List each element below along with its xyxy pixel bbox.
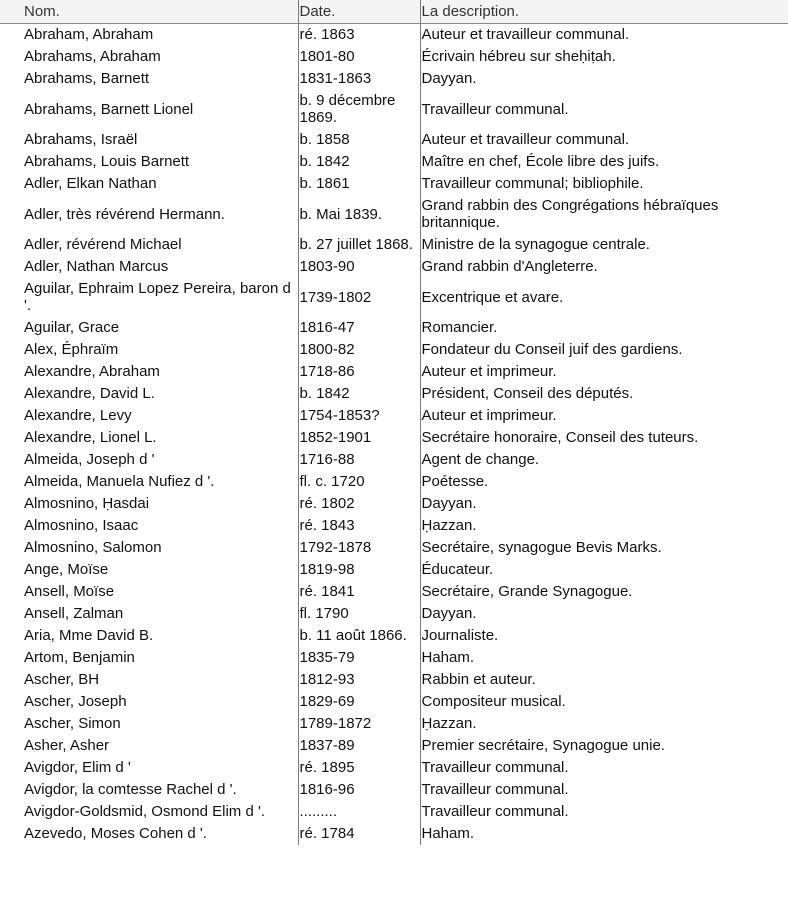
table-row xyxy=(0,173,788,195)
date-cell: 1789-1872 xyxy=(298,713,420,735)
date-cell: ré. 1863 xyxy=(298,24,420,47)
table-row xyxy=(0,537,788,559)
date-cell: b. 1858 xyxy=(298,129,420,151)
name-cell: Alex, Éphraïm xyxy=(24,341,119,358)
date-cell: b. 27 juillet 1868. xyxy=(298,234,420,256)
table-row xyxy=(0,647,788,669)
date-cell: b. 1842 xyxy=(298,151,420,173)
column-header-name: Nom. xyxy=(0,0,298,24)
table-row xyxy=(0,68,788,90)
description-cell: Dayyan. xyxy=(420,603,788,625)
name-cell: Adler, Nathan Marcus xyxy=(24,258,169,275)
name-cell: Adler, très révérend Hermann. xyxy=(24,205,225,223)
date-cell: ré. 1802 xyxy=(298,493,420,515)
description-cell: Ḥazzan. xyxy=(420,515,788,537)
column-header-date: Date. xyxy=(298,0,420,24)
description-cell: Travailleur communal. xyxy=(420,90,788,129)
description-cell: Grand rabbin d'Angleterre. xyxy=(420,256,788,278)
date-cell: 1739-1802 xyxy=(298,278,420,317)
description-cell: Auteur et travailleur communal. xyxy=(420,24,788,47)
description-cell: Secrétaire, synagogue Bevis Marks. xyxy=(420,537,788,559)
table-row xyxy=(0,129,788,151)
table-header xyxy=(0,0,788,24)
table-row xyxy=(0,361,788,383)
description-cell: Secrétaire, Grande Synagogue. xyxy=(420,581,788,603)
description-cell: Romancier. xyxy=(420,317,788,339)
name-cell: Adler, Elkan Nathan xyxy=(24,175,157,192)
table-row xyxy=(0,559,788,581)
name-cell: Almeida, Joseph d ' xyxy=(24,451,155,468)
description-cell: Excentrique et avare. xyxy=(420,278,788,317)
name-cell: Almosnino, Ḥasdai xyxy=(24,495,150,512)
date-cell: fl. c. 1720 xyxy=(298,471,420,493)
table-row xyxy=(0,669,788,691)
name-cell: Artom, Benjamin xyxy=(24,649,135,666)
name-cell: Avigdor-Goldsmid, Osmond Elim d '. xyxy=(24,803,266,820)
table-row xyxy=(0,90,788,129)
date-cell: 1792-1878 xyxy=(298,537,420,559)
name-cell: Avigdor, Elim d ' xyxy=(24,759,131,776)
name-cell: Avigdor, la comtesse Rachel d '. xyxy=(24,781,237,798)
description-cell: Écrivain hébreu sur sheḥiṭah. xyxy=(420,46,788,68)
date-cell: ré. 1841 xyxy=(298,581,420,603)
name-cell: Alexandre, Levy xyxy=(24,407,132,424)
date-cell: 1837-89 xyxy=(298,735,420,757)
table-row xyxy=(0,278,788,317)
description-cell: Auteur et imprimeur. xyxy=(420,405,788,427)
description-cell: Haham. xyxy=(420,823,788,845)
name-cell: Aria, Mme David B. xyxy=(24,627,154,644)
table-row xyxy=(0,256,788,278)
table-row xyxy=(0,603,788,625)
name-cell: Azevedo, Moses Cohen d '. xyxy=(24,825,207,842)
date-cell: 1800-82 xyxy=(298,339,420,361)
date-cell: 1852-1901 xyxy=(298,427,420,449)
name-cell: Abrahams, Barnett xyxy=(24,70,150,87)
name-cell: Almosnino, Salomon xyxy=(24,539,162,556)
name-cell: Abrahams, Barnett Lionel xyxy=(24,100,194,118)
table-row xyxy=(0,493,788,515)
description-cell: Secrétaire honoraire, Conseil des tuteurs. xyxy=(420,427,788,449)
description-cell: Premier secrétaire, Synagogue unie. xyxy=(420,735,788,757)
header-row xyxy=(0,0,788,24)
name-cell: Ascher, BH xyxy=(24,671,100,688)
name-cell: Ansell, Moïse xyxy=(24,583,115,600)
description-cell: Ḥazzan. xyxy=(420,713,788,735)
date-cell: b. Mai 1839. xyxy=(298,195,420,234)
name-cell: Almosnino, Isaac xyxy=(24,517,139,534)
description-cell: Poétesse. xyxy=(420,471,788,493)
name-cell: Almeida, Manuela Nufiez d '. xyxy=(24,473,215,490)
description-cell: Auteur et travailleur communal. xyxy=(420,129,788,151)
name-cell: Adler, révérend Michael xyxy=(24,236,182,253)
date-cell: b. 1861 xyxy=(298,173,420,195)
table-row xyxy=(0,515,788,537)
date-cell: 1754-1853? xyxy=(298,405,420,427)
table-row xyxy=(0,24,788,47)
description-cell: Travailleur communal. xyxy=(420,801,788,823)
table-row xyxy=(0,317,788,339)
table-row xyxy=(0,151,788,173)
table-row xyxy=(0,234,788,256)
table-row xyxy=(0,471,788,493)
table-row xyxy=(0,383,788,405)
table-row xyxy=(0,339,788,361)
date-cell: fl. 1790 xyxy=(298,603,420,625)
table-row xyxy=(0,823,788,845)
date-cell: ré. 1843 xyxy=(298,515,420,537)
table-row xyxy=(0,195,788,234)
table-row xyxy=(0,691,788,713)
date-cell: b. 9 décembre 1869. xyxy=(298,90,420,129)
description-cell: Auteur et imprimeur. xyxy=(420,361,788,383)
name-cell: Ascher, Simon xyxy=(24,715,121,732)
description-cell: Fondateur du Conseil juif des gardiens. xyxy=(420,339,788,361)
description-cell: Dayyan. xyxy=(420,493,788,515)
table-row xyxy=(0,46,788,68)
table-row xyxy=(0,801,788,823)
date-cell: b. 11 août 1866. xyxy=(298,625,420,647)
date-cell: ré. 1784 xyxy=(298,823,420,845)
date-cell: 1803-90 xyxy=(298,256,420,278)
name-cell: Abrahams, Abraham xyxy=(24,48,161,65)
table-row xyxy=(0,713,788,735)
name-cell: Abrahams, Louis Barnett xyxy=(24,153,190,170)
description-cell: Maître en chef, École libre des juifs. xyxy=(420,151,788,173)
table-body xyxy=(0,24,788,846)
date-cell: 1835-79 xyxy=(298,647,420,669)
description-cell: Travailleur communal. xyxy=(420,779,788,801)
table-row xyxy=(0,757,788,779)
table-row xyxy=(0,735,788,757)
table-row xyxy=(0,581,788,603)
description-cell: Compositeur musical. xyxy=(420,691,788,713)
name-cell: Alexandre, Abraham xyxy=(24,363,160,380)
date-cell: 1829-69 xyxy=(298,691,420,713)
date-cell: 1801-80 xyxy=(298,46,420,68)
table-row xyxy=(0,625,788,647)
date-cell: 1819-98 xyxy=(298,559,420,581)
description-cell: Travailleur communal. xyxy=(420,757,788,779)
description-cell: Président, Conseil des députés. xyxy=(420,383,788,405)
description-cell: Éducateur. xyxy=(420,559,788,581)
column-header-description: La description. xyxy=(420,0,788,24)
name-cell: Abrahams, Israël xyxy=(24,131,138,148)
table-row xyxy=(0,779,788,801)
date-cell: ré. 1895 xyxy=(298,757,420,779)
date-cell: ......... xyxy=(298,801,420,823)
description-cell: Rabbin et auteur. xyxy=(420,669,788,691)
name-cell: Ascher, Joseph xyxy=(24,693,127,710)
name-cell: Asher, Asher xyxy=(24,737,110,754)
date-cell: 1831-1863 xyxy=(298,68,420,90)
name-cell: Alexandre, David L. xyxy=(24,385,155,402)
date-cell: 1718-86 xyxy=(298,361,420,383)
date-cell: 1716-88 xyxy=(298,449,420,471)
description-cell: Ministre de la synagogue centrale. xyxy=(420,234,788,256)
description-cell: Journaliste. xyxy=(420,625,788,647)
description-cell: Grand rabbin des Congrégations hébraïques britannique. xyxy=(420,195,788,234)
description-cell: Travailleur communal; bibliophile. xyxy=(420,173,788,195)
table-row xyxy=(0,405,788,427)
table-row xyxy=(0,427,788,449)
table-row xyxy=(0,449,788,471)
description-cell: Dayyan. xyxy=(420,68,788,90)
date-cell: 1816-47 xyxy=(298,317,420,339)
name-cell: Abraham, Abraham xyxy=(24,26,154,43)
name-cell: Ange, Moïse xyxy=(24,561,109,578)
date-cell: b. 1842 xyxy=(298,383,420,405)
date-cell: 1816-96 xyxy=(298,779,420,801)
description-cell: Haham. xyxy=(420,647,788,669)
name-cell: Alexandre, Lionel L. xyxy=(24,429,157,446)
name-cell: Ansell, Zalman xyxy=(24,605,124,622)
date-cell: 1812-93 xyxy=(298,669,420,691)
description-cell: Agent de change. xyxy=(420,449,788,471)
name-cell: Aguilar, Grace xyxy=(24,319,120,336)
name-cell: Aguilar, Ephraim Lopez Pereira, baron d '. xyxy=(24,280,291,314)
